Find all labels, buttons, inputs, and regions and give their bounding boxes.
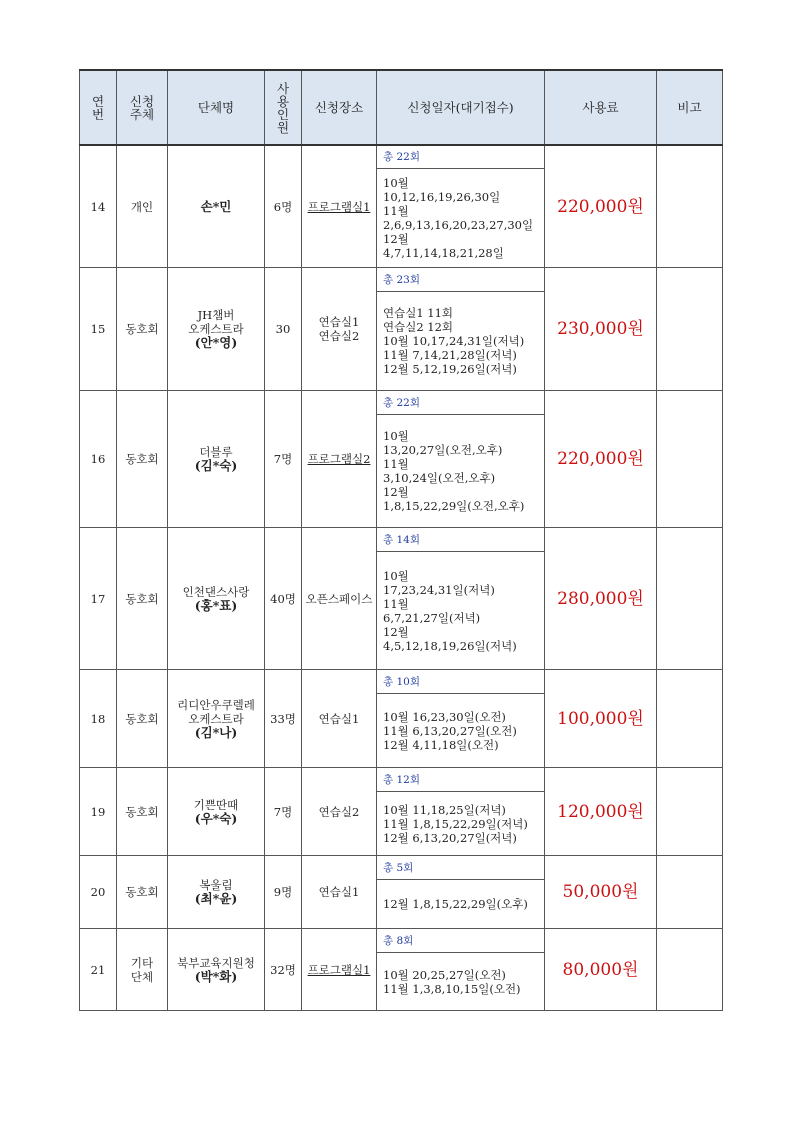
header-note: 비고 bbox=[657, 70, 723, 145]
row-group bbox=[168, 670, 265, 768]
row-people: 30 bbox=[265, 268, 302, 391]
row-place bbox=[302, 145, 377, 268]
date-line: 연습실2 12회 bbox=[383, 320, 454, 334]
date-line: 11월 bbox=[383, 596, 409, 611]
place-line: 프로그램실2 bbox=[307, 452, 371, 466]
applicant-line: 동호회 bbox=[125, 591, 159, 606]
row-place bbox=[302, 268, 377, 391]
applicant-line: 기타 bbox=[130, 955, 154, 970]
date-line: 12월 bbox=[383, 624, 409, 639]
table-row bbox=[80, 145, 723, 169]
date-line: 1,8,15,22,29일(오전,오후) bbox=[383, 499, 525, 513]
row-place bbox=[302, 929, 377, 1011]
date-line: 12월 4,11,18일(오전) bbox=[383, 737, 499, 752]
row-dates bbox=[377, 694, 545, 768]
row-fee: 280,000원 bbox=[545, 528, 657, 670]
group-name-line: 북부교육지원청 bbox=[177, 955, 255, 970]
row-number: 16 bbox=[80, 391, 117, 528]
header-group: 단체명 bbox=[168, 70, 265, 145]
row-applicant bbox=[117, 856, 168, 929]
date-line: 12월 bbox=[383, 485, 409, 499]
header-people: 사 용 인 원 bbox=[265, 70, 302, 145]
row-place bbox=[302, 768, 377, 856]
date-line: 11월 7,14,21,28일(저녁) bbox=[383, 348, 517, 362]
date-line: 12월 1,8,15,22,29일(오후) bbox=[383, 897, 528, 911]
group-name-line: 오케스트라 bbox=[188, 711, 244, 726]
row-people: 6명 bbox=[265, 145, 302, 268]
row-people: 9명 bbox=[265, 856, 302, 929]
group-name-line: 더블루 bbox=[199, 445, 233, 459]
row-number: 15 bbox=[80, 268, 117, 391]
date-line: 12월 bbox=[383, 232, 409, 246]
date-line: 연습실1 11회 bbox=[383, 306, 454, 320]
row-applicant bbox=[117, 670, 168, 768]
row-dates bbox=[377, 552, 545, 670]
row-number: 21 bbox=[80, 929, 117, 1011]
row-fee: 50,000원 bbox=[545, 856, 657, 929]
applicant-line: 개인 bbox=[130, 199, 154, 214]
row-fee: 80,000원 bbox=[545, 929, 657, 1011]
date-line: 11월 bbox=[383, 204, 409, 218]
date-line: 11월 6,13,20,27일(오전) bbox=[383, 723, 517, 738]
place-line: 연습실1 bbox=[318, 885, 360, 899]
table-row bbox=[80, 768, 723, 792]
header-row bbox=[80, 70, 723, 145]
table-row bbox=[80, 268, 723, 292]
row-fee: 100,000원 bbox=[545, 670, 657, 768]
row-dates bbox=[377, 953, 545, 1011]
row-number: 14 bbox=[80, 145, 117, 268]
row-fee: 220,000원 bbox=[545, 391, 657, 528]
date-line: 4,7,11,14,18,21,28일 bbox=[383, 246, 504, 260]
applicant-line: 단체 bbox=[130, 969, 154, 984]
date-line: 12월 6,13,20,27일(저녁) bbox=[383, 830, 517, 845]
date-line: 12월 5,12,19,26일(저녁) bbox=[383, 362, 517, 376]
row-sessions: 총 23회 bbox=[377, 268, 545, 292]
place-line: 연습실1 bbox=[318, 711, 360, 726]
header-place: 신청장소 bbox=[302, 70, 377, 145]
row-sessions: 총 8회 bbox=[377, 929, 545, 953]
row-fee: 230,000원 bbox=[545, 268, 657, 391]
group-leader: (박*화) bbox=[194, 968, 238, 984]
place-line: 오픈스페이스 bbox=[305, 591, 373, 606]
row-applicant bbox=[117, 528, 168, 670]
group-name-line: JH챔버 bbox=[197, 308, 235, 322]
row-note bbox=[657, 856, 723, 929]
group-leader: 손*민 bbox=[200, 198, 232, 214]
row-applicant bbox=[117, 768, 168, 856]
row-place bbox=[302, 391, 377, 528]
row-dates bbox=[377, 415, 545, 528]
header-no: 연 번 bbox=[80, 70, 117, 145]
table-row bbox=[80, 391, 723, 415]
row-number: 19 bbox=[80, 768, 117, 856]
date-line: 10,12,16,19,26,30일 bbox=[383, 190, 501, 204]
row-note bbox=[657, 268, 723, 391]
row-number: 20 bbox=[80, 856, 117, 929]
group-name-line: 기쁜딴때 bbox=[193, 797, 239, 812]
row-note bbox=[657, 391, 723, 528]
group-leader: (김*숙) bbox=[194, 458, 238, 473]
row-people: 7명 bbox=[265, 768, 302, 856]
applicant-line: 동호회 bbox=[125, 322, 159, 336]
row-sessions: 총 5회 bbox=[377, 856, 545, 880]
applicant-line: 동호회 bbox=[125, 711, 159, 726]
date-line: 10월 10,17,24,31일(저녁) bbox=[383, 334, 525, 348]
table-row bbox=[80, 856, 723, 880]
group-name-line: 인천댄스사랑 bbox=[182, 584, 250, 599]
group-name-line: 리디안우쿠렐레 bbox=[177, 697, 255, 712]
date-line: 10월 bbox=[383, 568, 409, 583]
row-note bbox=[657, 145, 723, 268]
row-applicant bbox=[117, 391, 168, 528]
applicant-line: 동호회 bbox=[125, 804, 159, 819]
group-leader: (우*숙) bbox=[194, 810, 238, 826]
row-note bbox=[657, 670, 723, 768]
row-dates bbox=[377, 880, 545, 929]
date-line: 13,20,27일(오전,오후) bbox=[383, 443, 503, 457]
date-line: 10월 11,18,25일(저녁) bbox=[383, 802, 506, 817]
row-group bbox=[168, 929, 265, 1011]
row-applicant bbox=[117, 268, 168, 391]
row-group bbox=[168, 391, 265, 528]
place-line: 연습실2 bbox=[318, 329, 360, 343]
group-leader: (안*영) bbox=[194, 335, 238, 350]
place-line: 연습실1 bbox=[318, 315, 360, 329]
row-sessions: 총 10회 bbox=[377, 670, 545, 694]
place-line: 연습실2 bbox=[318, 804, 360, 819]
date-line: 2,6,9,13,16,20,23,27,30일 bbox=[383, 218, 534, 232]
table-row bbox=[80, 929, 723, 953]
applicant-line: 동호회 bbox=[125, 885, 159, 899]
applicant-line: 동호회 bbox=[125, 452, 159, 466]
row-group bbox=[168, 768, 265, 856]
row-sessions: 총 12회 bbox=[377, 768, 545, 792]
row-applicant bbox=[117, 145, 168, 268]
row-place bbox=[302, 670, 377, 768]
row-note bbox=[657, 528, 723, 670]
table-row bbox=[80, 670, 723, 694]
row-note bbox=[657, 929, 723, 1011]
header-fee: 사용료 bbox=[545, 70, 657, 145]
row-dates bbox=[377, 292, 545, 391]
schedule-table bbox=[79, 69, 723, 1011]
header-dates: 신청일자(대기접수) bbox=[377, 70, 545, 145]
row-fee: 120,000원 bbox=[545, 768, 657, 856]
date-line: 3,10,24일(오전,오후) bbox=[383, 471, 496, 485]
row-dates bbox=[377, 169, 545, 268]
row-number: 18 bbox=[80, 670, 117, 768]
row-dates bbox=[377, 792, 545, 856]
group-name-line: 복울림 bbox=[199, 878, 233, 892]
place-line: 프로그램실1 bbox=[307, 199, 371, 214]
group-name-line: 오케스트라 bbox=[188, 322, 244, 336]
row-group bbox=[168, 856, 265, 929]
date-line: 6,7,21,27일(저녁) bbox=[383, 610, 481, 625]
row-fee: 220,000원 bbox=[545, 145, 657, 268]
date-line: 11월 1,8,15,22,29일(저녁) bbox=[383, 816, 528, 831]
row-group bbox=[168, 145, 265, 268]
date-line: 10월 16,23,30일(오전) bbox=[383, 709, 506, 724]
row-people: 33명 bbox=[265, 670, 302, 768]
table-row bbox=[80, 528, 723, 552]
row-people: 40명 bbox=[265, 528, 302, 670]
date-line: 11월 1,3,8,10,15일(오전) bbox=[383, 981, 521, 996]
date-line: 10월 bbox=[383, 176, 409, 190]
group-leader: (김*나) bbox=[194, 724, 238, 740]
row-place bbox=[302, 856, 377, 929]
header-applicant: 신청 주체 bbox=[117, 70, 168, 145]
date-line: 17,23,24,31일(저녁) bbox=[383, 582, 495, 597]
place-line: 프로그램실1 bbox=[307, 962, 371, 977]
group-leader: (홍*표) bbox=[194, 597, 238, 613]
row-sessions: 총 22회 bbox=[377, 145, 545, 169]
row-sessions: 총 22회 bbox=[377, 391, 545, 415]
row-note bbox=[657, 768, 723, 856]
row-number: 17 bbox=[80, 528, 117, 670]
row-sessions: 총 14회 bbox=[377, 528, 545, 552]
table-body bbox=[80, 145, 723, 1011]
group-leader: (최*윤) bbox=[194, 891, 238, 906]
row-people: 7명 bbox=[265, 391, 302, 528]
date-line: 10월 20,25,27일(오전) bbox=[383, 967, 506, 982]
row-place bbox=[302, 528, 377, 670]
row-people: 32명 bbox=[265, 929, 302, 1011]
date-line: 10월 bbox=[383, 429, 409, 443]
row-group bbox=[168, 528, 265, 670]
row-group bbox=[168, 268, 265, 391]
row-applicant bbox=[117, 929, 168, 1011]
date-line: 4,5,12,18,19,26일(저녁) bbox=[383, 638, 517, 653]
date-line: 11월 bbox=[383, 457, 409, 471]
